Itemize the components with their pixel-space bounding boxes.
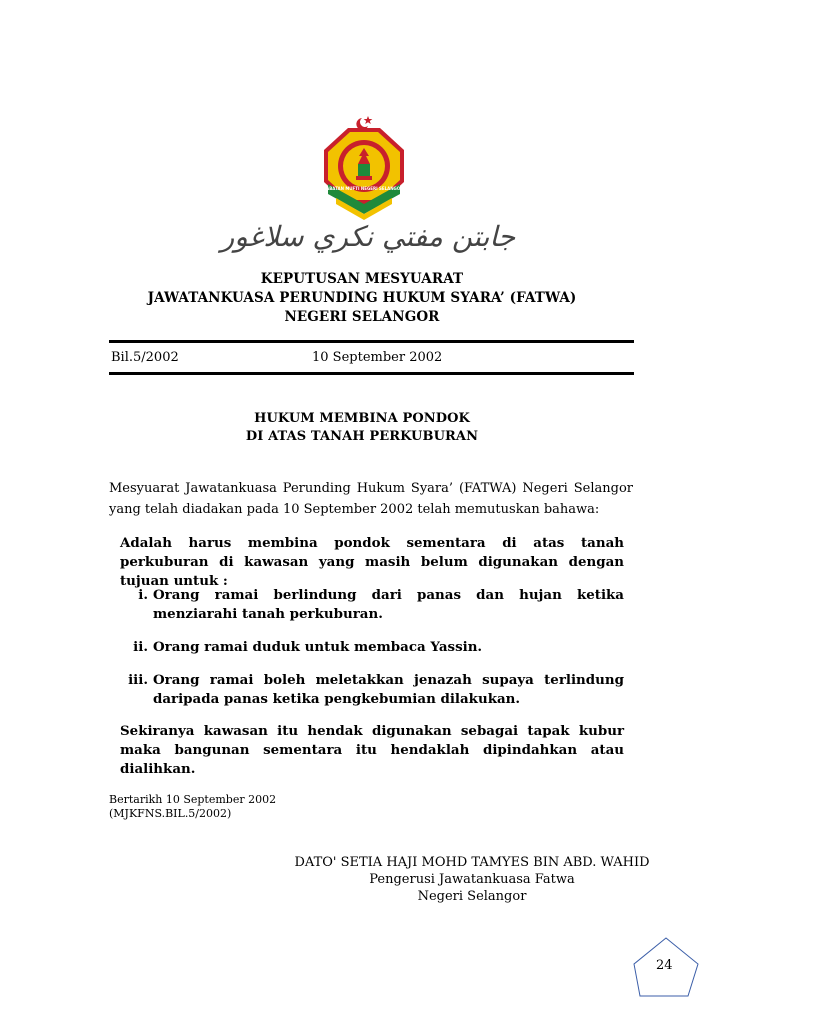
list-item-text: Orang ramai berlindung dari panas dan hujan ketika menziarahi tanah perkuburan. (153, 587, 624, 622)
subject-line-2: DI ATAS TANAH PERKUBURAN (245, 429, 479, 444)
decision-closing: Sekiranya kawasan itu hendak digunakan sebagai tapak kubur maka bangunan sementara itu hendaklah dipindahkan atau dialihkan. (120, 723, 624, 777)
reference-date: 10 September 2002 (312, 350, 443, 365)
reference-number: Bil.5/2002 (111, 350, 179, 365)
list-item-number: i. (138, 587, 148, 603)
signatory-name: DATO' SETIA HAJI MOHD TAMYES BIN ABD. WAHID (294, 855, 650, 870)
signatory-position: Pengerusi Jawatankuasa Fatwa (369, 872, 575, 887)
decision-lead: Adalah harus membina pondok sementara di atas tanah perkuburan di kawasan yang masih belum digunakan dengan tujuan untuk : (120, 535, 624, 589)
list-item-number: iii. (128, 672, 148, 688)
page-number: 24 (656, 958, 673, 973)
top-rule (109, 340, 634, 343)
reference-code: (MJKFNS.BIL.5/2002) (109, 807, 232, 820)
signatory-state: Negeri Selangor (417, 889, 527, 904)
svg-text:JABATAN MUFTI NEGERI SELANGOR: JABATAN MUFTI NEGERI SELANGOR (324, 186, 404, 191)
dated-line: Bertarikh 10 September 2002 (109, 793, 277, 806)
list-item-number: ii. (133, 639, 148, 655)
list-item-text: Orang ramai duduk untuk membaca Yassin. (153, 639, 483, 655)
title-line-2: JAWATANKUASA PERUNDING HUKUM SYARA’ (FATWA) (147, 290, 577, 306)
bottom-rule (109, 372, 634, 375)
title-line-3: NEGERI SELANGOR (284, 309, 440, 325)
subject-line-1: HUKUM MEMBINA PONDOK (254, 411, 470, 426)
intro-paragraph: Mesyuarat Jawatankuasa Perunding Hukum Syara’ (FATWA) Negeri Selangor yang telah diadakan pada 10 September 2002 telah memutuskan bahawa: (109, 481, 633, 517)
title-line-1: KEPUTUSAN MESYUARAT (260, 271, 464, 287)
svg-text:جابتن مفتي نكري سلاغور: جابتن مفتي نكري سلاغور (220, 220, 516, 253)
list-item-text: Orang ramai boleh meletakkan jenazah supaya terlindung daripada panas ketika pengkebumian dilakukan. (153, 672, 624, 707)
arabic-calligraphy (220, 212, 516, 260)
selangor-mufti-emblem (318, 114, 410, 224)
